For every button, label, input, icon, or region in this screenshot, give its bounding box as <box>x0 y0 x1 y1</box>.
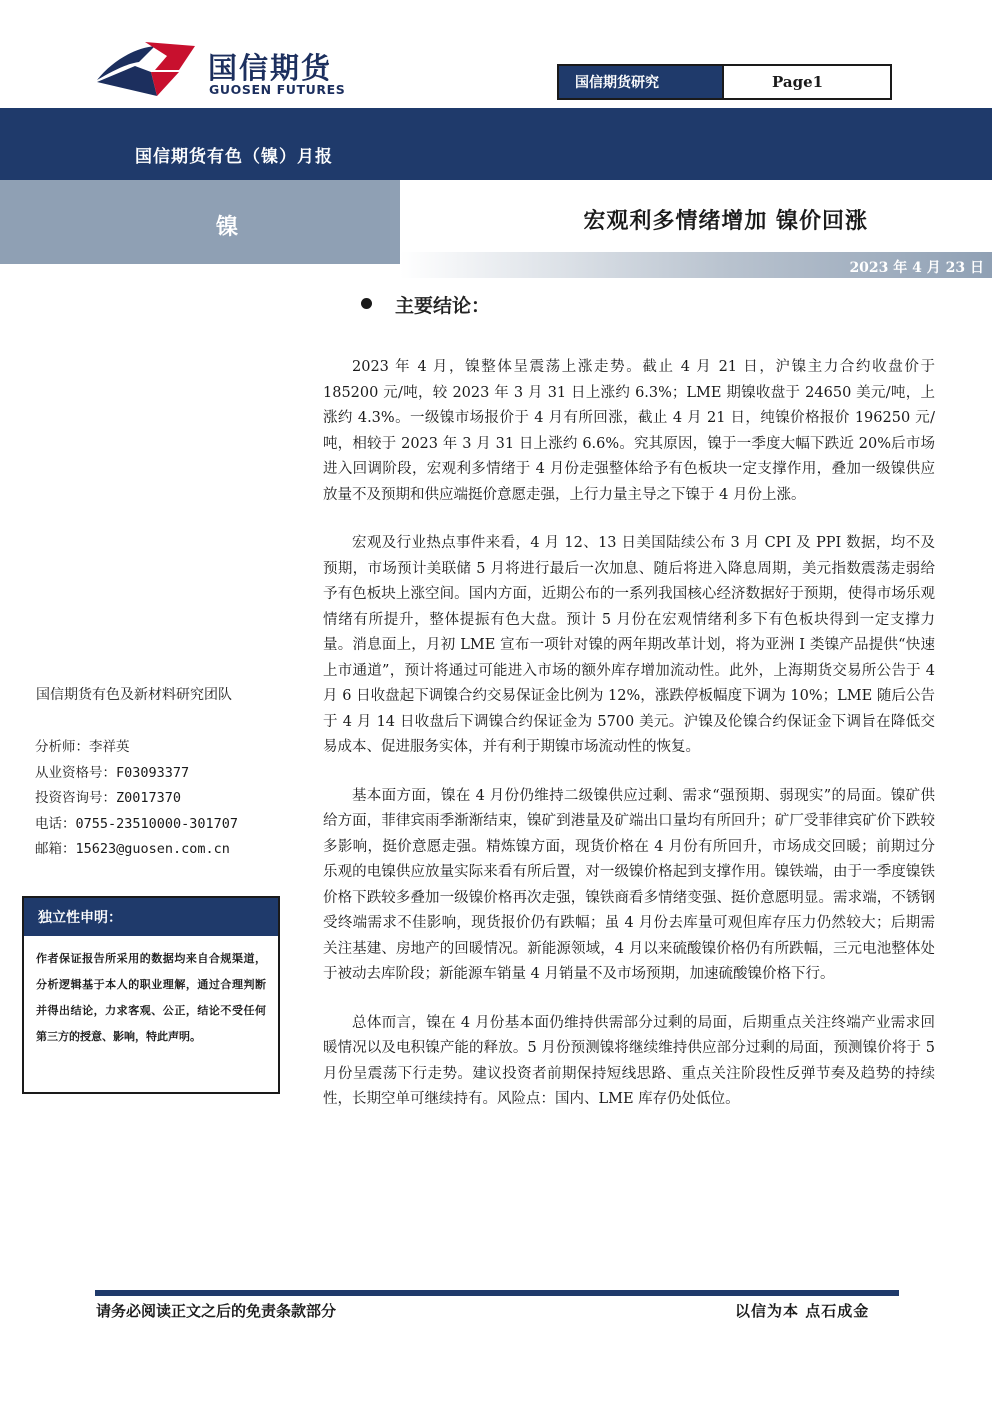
independence-text: 作者保证报告所采用的数据均来自合规渠道，分析逻辑基于本人的职业理解，通过合理判断并得出结论，力求客观、公正，结论不受任何第三方的授意、影响，特此声明。 <box>36 952 266 1043</box>
report-banner <box>0 108 992 180</box>
body-paragraph: 总体而言，镍在 4 月份基本面仍维持供需部分过剩的局面，后期重点关注终端产业需求回暖情况以及电积镍产能的释放。5 月份预测镍将继续维持供应部分过剩的局面，预测镍价将于 5 月份呈震荡下行走势。建议投资者前期保持短线思路、重点关注阶段性反弹节奏及趋势的持续性，长期空单可继续持有。风险点：国内、LME 库存仍处低位。 <box>323 1014 935 1107</box>
email-address: 邮箱：15623@guosen.com.cn <box>35 841 230 857</box>
section-band <box>0 180 400 264</box>
conclusion-heading: 主要结论： <box>395 295 491 317</box>
bullet-icon <box>361 298 372 309</box>
disclaimer-notice: 请务必阅读正文之后的免责条款部分 <box>96 1302 337 1320</box>
analyst-name: 分析师：李祥英 <box>35 739 130 755</box>
company-slogan: 以信为本 点石成金 <box>735 1302 870 1320</box>
logo-english-name: GUOSEN FUTURES <box>209 82 346 97</box>
body-paragraph: 宏观及行业热点事件来看，4 月 12、13 日美国陆续公布 3 月 CPI 及 PPI 数据，均不及预期，市场预计美联储 5 月将进行最后一次加息、随后将进入降息周期，美元指数震荡走弱给予有色板块上涨空间。国内方面，近期公布的一系列我国核心经济数据好于预期，使得市场乐观情绪有所提升，整体提振有色大盘。预计 5 月份在宏观情绪利多下有色板块得到一定支撑力量。消息面上，月初 LME 宣布一项针对镍的两年期改革计划，将为亚洲 I 类镍产品提供“快速上市通道”，预计将通过可能进入市场的额外库存增加流动性。此外，上海期货交易所公告于 4 月 6 日收盘起下调镍合约交易保证金比例为 12%，涨跌停板幅度下调为 10%；LME 随后公告于 4 月 14 日收盘后下调镍合约保证金为 5700 美元。沪镍及伦镍合约保证金下调旨在降低交易成本、促进服务实体，并有利于期镍市场流动性的恢复。 <box>323 535 935 755</box>
analyst-contacts <box>35 735 238 863</box>
tag-research-label: 国信期货研究 <box>559 66 724 98</box>
report-body <box>323 355 935 1136</box>
company-logo <box>95 40 365 100</box>
independence-statement <box>22 896 280 1094</box>
date-band <box>400 252 992 278</box>
page-number: Page1 <box>772 73 824 91</box>
guosen-logo-icon <box>95 40 200 98</box>
body-paragraph: 基本面方面，镍在 4 月份仍维持二级镍供应过剩、需求“强预期、弱现实”的局面。镍矿供给方面，菲律宾雨季渐渐结束，镍矿到港量及矿端出口量均有所回升；矿厂受菲律宾矿价下跌较多影响，挺价意愿走强。精炼镍方面，现货价格在 4 月份有所回升，市场成交回暖；前期过分乐观的电镍供应放量实际来看有所后置，对一级镍价格起到支撑作用。镍铁端，由于一季度镍铁价格下跌较多叠加一级镍价格再次走强，镍铁商看多情绪变强、挺价意愿明显。需求端，不锈钢受终端需求不佳影响，现货报价仍有跌幅；虽 4 月份去库量可观但库存压力仍然较大；后期需关注基建、房地产的回暖情况。新能源领域，4 月以来硫酸镍价格仍有所跌幅，三元电池整体处于被动去库阶段；新能源车销量 4 月销量不及市场预期，加速硫酸镍价格下行。 <box>323 787 935 982</box>
research-team: 国信期货有色及新材料研究团队 <box>36 687 232 703</box>
qualification-number: 从业资格号：F03093377 <box>35 764 190 781</box>
body-paragraph: 2023 年 4 月，镍整体呈震荡上涨走势。截止 4 月 21 日，沪镍主力合约收盘价于 185200 元/吨，较 2023 年 3 月 31 日上涨约 6.3%；LME 期镍收盘于 24650 美元/吨，上涨约 4.3%。一级镍市场报价于 4 月有所回涨，截止 4 月 21 日，纯镍价格报价 196250 元/吨，相较于 2023 年 3 月 31 日上涨约 6.6%。究其原因，镍于一季度大幅下跌近 20%后市场进入回调阶段，宏观利多情绪于 4 月份走强整体给予有色板块一定支撑作用，叠加一级镍供应放量不及预期和供应端挺价意愿走强，上行力量主导之下镍于 4 月份上涨。 <box>323 359 935 503</box>
report-headline: 宏观利多情绪增加 镍价回涨 <box>583 208 868 234</box>
footer-divider <box>95 1290 899 1296</box>
section-label: 镍 <box>216 214 239 240</box>
logo-chinese-name: 国信期货 <box>208 51 333 85</box>
consulting-number: 投资咨询号：Z0017370 <box>35 790 182 806</box>
headline-band <box>400 180 992 252</box>
phone-number: 电话：0755-23510000-301707 <box>35 815 239 832</box>
page-tag <box>557 64 892 100</box>
report-series-title: 国信期货有色（镍）月报 <box>135 147 333 167</box>
independence-title: 独立性申明： <box>24 898 278 936</box>
report-date: 2023 年 4 月 23 日 <box>849 260 984 276</box>
